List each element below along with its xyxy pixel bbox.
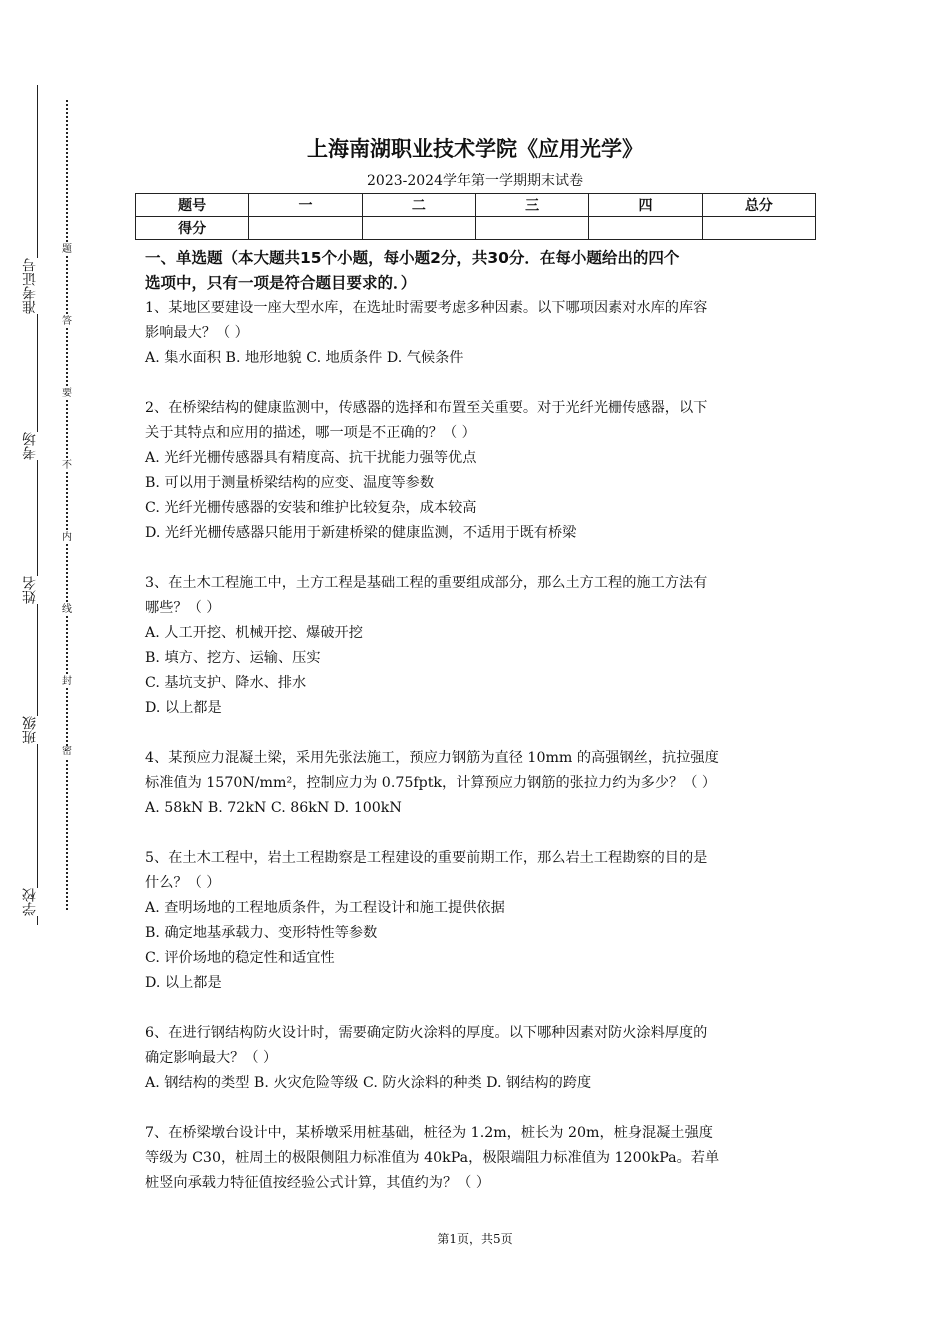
question-option: D. 以上都是 [145, 700, 222, 716]
page-number: 第1页，共5页 [437, 1232, 513, 1246]
question-stem-line: 4、某预应力混凝土梁，采用先张法施工，预应力钢筋为直径 10mm 的高强钢丝，抗拉强度 [145, 750, 719, 766]
question-option: B. 填方、挖方、运输、压实 [145, 650, 321, 666]
seal-char: 内 [62, 532, 72, 543]
seal-char: 不 [62, 460, 72, 471]
section-heading-line: 一、单选题（本大题共15个小题，每小题2分，共30分．在每小题给出的四个 [145, 249, 680, 267]
question-stem-line: 6、在进行钢结构防火设计时，需要确定防火涂料的厚度。以下哪种因素对防火涂料厚度的 [145, 1025, 708, 1041]
seal-char: 封 [62, 676, 72, 687]
seal-char: 密 [62, 746, 72, 757]
label-exam-id: 准考证号 [22, 258, 42, 314]
question-stem-line: 3、在土木工程施工中，土方工程是基础工程的重要组成部分，那么土方工程的施工方法有 [145, 575, 708, 591]
score-table-score-row [136, 217, 816, 240]
question-stem-line: 影响最大？（ ） [145, 325, 249, 341]
page-title: 上海南湖职业技术学院《应用光学》 [307, 137, 643, 161]
question-stem-line: 标准值为 1570N/mm²，控制应力为 0.75fptk，计算预应力钢筋的张拉力约为多少？（ ） [145, 775, 717, 791]
score-input-cell[interactable] [475, 217, 588, 240]
question-1 [145, 296, 817, 371]
label-school: 学校 [22, 888, 42, 916]
question-spacer [145, 721, 817, 746]
question-stem-line: 5、在土木工程中，岩土工程勘察是工程建设的重要前期工作，那么岩土工程勘察的目的是 [145, 850, 708, 866]
score-input-cell[interactable] [589, 217, 702, 240]
question-spacer [145, 821, 817, 846]
question-3 [145, 571, 817, 721]
question-stem-line: 等级为 C30，桩周土的极限侧阻力标准值为 40kPa，极限端阻力标准值为 1200kPa。若单 [145, 1150, 720, 1166]
question-stem-line: 确定影响最大？（ ） [145, 1050, 278, 1066]
section-heading [145, 246, 817, 296]
seal-char: 答 [62, 316, 72, 327]
score-table-cell: 四 [589, 194, 702, 217]
score-table-cell: 得分 [136, 217, 249, 240]
question-option: A. 58kN B. 72kN C. 86kN D. 100kN [145, 800, 402, 816]
question-stem-line: 1、某地区要建设一座大型水库，在选址时需要考虑多种因素。以下哪项因素对水库的库容 [145, 300, 708, 316]
label-exam-room: 考场 [22, 432, 42, 460]
score-table [135, 193, 816, 240]
question-spacer [145, 996, 817, 1021]
question-stem-line: 2、在桥梁结构的健康监测中，传感器的选择和布置至关重要。对于光纤光栅传感器，以下 [145, 400, 708, 416]
question-spacer [145, 546, 817, 571]
score-table-cell: 题号 [136, 194, 249, 217]
question-option: C. 光纤光栅传感器的安装和维护比较复杂，成本较高 [145, 500, 477, 516]
section-heading-line: 选项中，只有一项是符合题目要求的．） [145, 274, 417, 292]
score-input-cell[interactable] [362, 217, 475, 240]
question-option: A. 钢结构的类型 B. 火灾危险等级 C. 防火涂料的种类 D. 钢结构的跨度 [145, 1075, 592, 1091]
binding-solid-line [37, 85, 38, 925]
score-input-cell[interactable] [249, 217, 362, 240]
exam-content [145, 246, 817, 1196]
question-6 [145, 1021, 817, 1096]
question-option: C. 基坑支护、降水、排水 [145, 675, 307, 691]
question-option: B. 可以用于测量桥梁结构的应变、温度等参数 [145, 475, 435, 491]
question-7 [145, 1121, 817, 1196]
score-table-cell: 二 [362, 194, 475, 217]
question-option: C. 评价场地的稳定性和适宜性 [145, 950, 335, 966]
question-stem-line: 关于其特点和应用的描述，哪一项是不正确的？（ ） [145, 425, 476, 441]
seal-char: 要 [62, 388, 72, 399]
question-stem-line: 7、在桥梁墩台设计中，某桥墩采用桩基础，桩径为 1.2m，桩长为 20m，桩身混凝土强度 [145, 1125, 713, 1141]
binding-dotted-line [66, 100, 68, 910]
exam-subtitle: 2023-2024学年第一学期期末试卷 [367, 173, 583, 189]
seal-char: 线 [62, 604, 72, 615]
question-spacer [145, 371, 817, 396]
question-option: A. 人工开挖、机械开挖、爆破开挖 [145, 625, 363, 641]
question-2 [145, 396, 817, 546]
question-list [145, 296, 817, 1196]
score-table-cell: 一 [249, 194, 362, 217]
question-option: B. 确定地基承载力、变形特性等参数 [145, 925, 378, 941]
question-option: A. 光纤光栅传感器具有精度高、抗干扰能力强等优点 [145, 450, 477, 466]
score-table-cell: 三 [475, 194, 588, 217]
score-table-cell: 总分 [702, 194, 815, 217]
label-name: 姓名 [22, 576, 42, 604]
question-option: D. 以上都是 [145, 975, 222, 991]
question-stem-line: 桩竖向承载力特征值按经验公式计算，其值约为？（ ） [145, 1175, 491, 1191]
question-option: A. 查明场地的工程地质条件，为工程设计和施工提供依据 [145, 900, 505, 916]
score-table-header-row [136, 194, 816, 217]
label-class: 班级 [22, 716, 42, 744]
question-spacer [145, 1096, 817, 1121]
seal-char: 题 [62, 244, 72, 255]
score-input-cell[interactable] [702, 217, 815, 240]
question-option: D. 光纤光栅传感器只能用于新建桥梁的健康监测，不适用于既有桥梁 [145, 525, 577, 541]
question-stem-line: 什么？（ ） [145, 875, 221, 891]
question-stem-line: 哪些？（ ） [145, 600, 221, 616]
question-option: A. 集水面积 B. 地形地貌 C. 地质条件 D. 气候条件 [145, 350, 464, 366]
question-4 [145, 746, 817, 821]
question-5 [145, 846, 817, 996]
